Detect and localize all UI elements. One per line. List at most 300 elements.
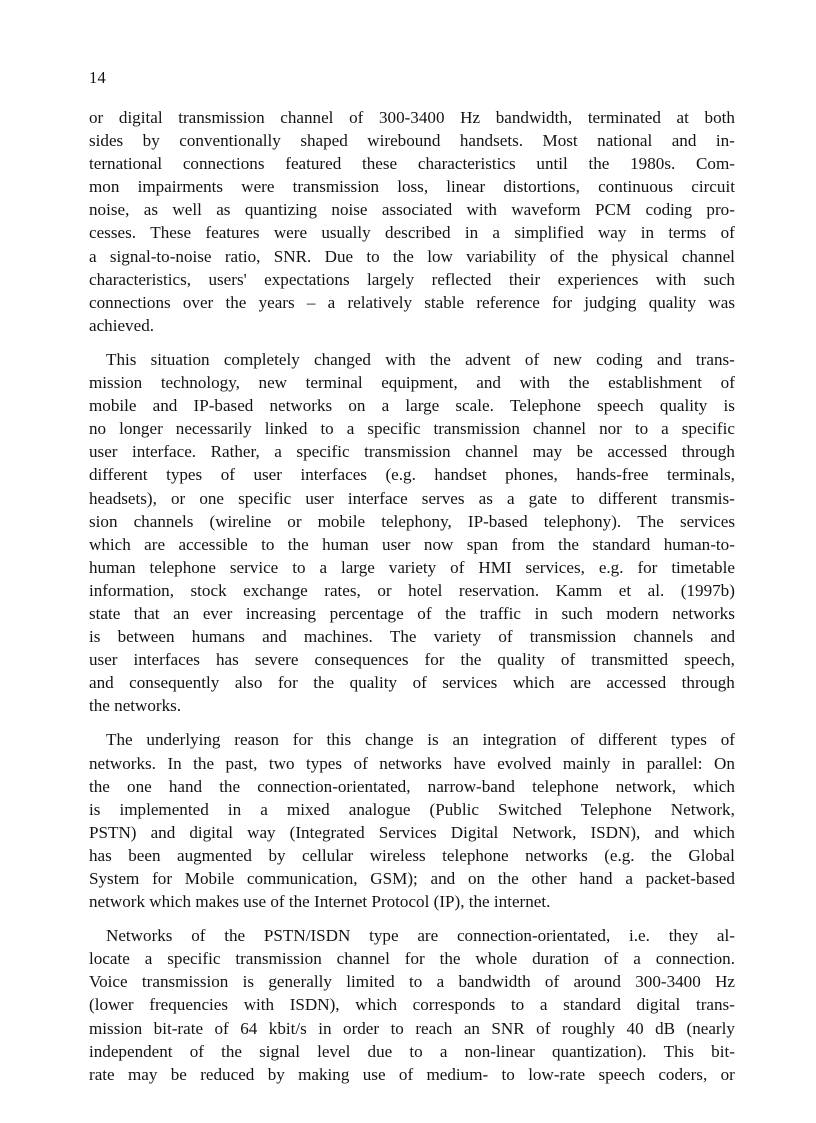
- word: this: [326, 730, 352, 750]
- word: speech: [598, 1064, 645, 1084]
- word: analogue: [348, 799, 411, 819]
- word: the: [287, 534, 309, 554]
- word: On: [714, 753, 735, 773]
- word: new: [258, 373, 288, 393]
- text-line: [89, 152, 735, 175]
- word: the: [193, 753, 215, 773]
- word: large: [405, 396, 440, 416]
- word: standard: [592, 534, 651, 554]
- word: network,: [615, 776, 676, 796]
- word: a: [260, 799, 268, 819]
- word: connection.: [655, 949, 735, 969]
- word: specific: [367, 419, 421, 439]
- word: such: [561, 603, 593, 623]
- word: the: [651, 845, 672, 865]
- word: of: [536, 1018, 551, 1038]
- word: completely: [223, 349, 300, 369]
- word: national: [597, 131, 653, 151]
- word: years: [258, 292, 295, 312]
- paragraph: [89, 728, 735, 913]
- word: bandwidth: [458, 972, 531, 992]
- word: augmented: [176, 845, 252, 865]
- text-line: [89, 291, 735, 314]
- word: Telephone: [580, 799, 652, 819]
- word: information,: [89, 580, 174, 600]
- word: is: [89, 799, 101, 819]
- word: to: [390, 1018, 404, 1038]
- word: between: [117, 627, 175, 647]
- word: of: [570, 730, 585, 750]
- word: other: [531, 869, 567, 888]
- word: pro-: [706, 200, 735, 220]
- word: or: [287, 511, 302, 531]
- word: by: [268, 845, 286, 865]
- word: speech,: [684, 650, 735, 670]
- word: networks: [269, 396, 333, 416]
- word: are: [417, 926, 439, 946]
- word: to: [366, 246, 380, 266]
- text-line: [89, 947, 735, 970]
- word: order: [343, 1018, 380, 1038]
- word: be: [576, 442, 593, 462]
- word: state: [89, 603, 121, 623]
- word: of: [498, 627, 513, 647]
- text-line: [89, 775, 735, 798]
- word: hands-free: [576, 465, 649, 485]
- word: and: [654, 822, 680, 842]
- word: to: [571, 488, 585, 508]
- word: with: [243, 995, 275, 1015]
- word: user: [89, 650, 118, 670]
- word: scale.: [455, 396, 494, 416]
- word: interfaces: [300, 465, 367, 485]
- word: –: [306, 292, 316, 312]
- word: they: [668, 926, 699, 946]
- word: the: [225, 292, 247, 312]
- word: transmission: [529, 627, 617, 647]
- word: reservation.: [458, 580, 540, 600]
- word: Telephone: [510, 396, 581, 416]
- word: transmission: [292, 177, 380, 197]
- word: of: [417, 603, 432, 623]
- word: on: [348, 396, 366, 416]
- word: of: [720, 223, 735, 243]
- word: quantizing: [244, 200, 318, 220]
- word: of: [450, 557, 465, 577]
- word: generally: [268, 972, 332, 992]
- word: reference: [476, 292, 540, 312]
- word: telephone: [442, 845, 509, 865]
- word: in-: [715, 131, 735, 151]
- word: quantization).: [552, 1041, 647, 1061]
- word: described: [385, 223, 451, 243]
- word: transmission: [178, 108, 265, 127]
- word: a: [89, 246, 97, 266]
- word: bit-: [711, 1041, 735, 1061]
- word: terminated: [587, 108, 661, 127]
- word: channel: [681, 246, 735, 266]
- word: Digital: [450, 822, 499, 842]
- word: the: [219, 776, 241, 796]
- word: percentage: [329, 603, 404, 623]
- word: specific: [167, 949, 221, 969]
- word: GSM);: [370, 869, 418, 888]
- word: the: [460, 650, 482, 670]
- word: expectations: [264, 269, 350, 289]
- word: (Integrated: [289, 822, 365, 842]
- word: conventionally: [179, 131, 281, 151]
- word: human: [89, 557, 136, 577]
- word: change: [365, 730, 414, 750]
- word: channels: [133, 511, 194, 531]
- word: telephony).: [543, 511, 622, 531]
- word: connection-orientated,: [257, 776, 411, 796]
- word: consequences: [314, 650, 409, 670]
- word: the: [89, 776, 110, 796]
- word: an: [463, 1018, 480, 1038]
- word: which: [693, 822, 735, 842]
- word: Most: [542, 131, 578, 151]
- word: for: [424, 650, 445, 670]
- word: et: [618, 580, 632, 600]
- word: al.: [647, 580, 665, 600]
- text-line: [89, 1040, 735, 1063]
- word: of: [191, 926, 206, 946]
- paragraph: [89, 924, 735, 1086]
- word: exchange: [243, 580, 308, 600]
- word: the: [497, 869, 519, 888]
- word: coding: [645, 200, 693, 220]
- word: use: [362, 1064, 386, 1084]
- word: and: [430, 869, 456, 888]
- word: of: [549, 246, 564, 266]
- word: wirebound: [367, 131, 441, 151]
- word: digital: [636, 995, 681, 1015]
- text-line: [89, 694, 735, 717]
- text-line: [89, 314, 735, 337]
- text-line: [89, 752, 735, 775]
- word: (1997b): [680, 580, 735, 600]
- word: low: [427, 246, 453, 266]
- word: telephony,: [381, 511, 452, 531]
- word: severe: [254, 650, 299, 670]
- word: the: [558, 534, 579, 554]
- word: parallel:: [646, 753, 703, 773]
- word: In: [167, 753, 182, 773]
- word: (e.g.: [604, 845, 635, 865]
- word: a: [539, 995, 548, 1015]
- word: Mobile: [184, 869, 235, 888]
- word: way: [597, 223, 627, 243]
- word: trans-: [695, 995, 735, 1015]
- word: mission: [89, 373, 143, 393]
- word: speech: [597, 396, 644, 416]
- word: for: [404, 949, 425, 969]
- word: mainly: [562, 753, 611, 773]
- word: (lower: [89, 995, 134, 1015]
- text-line: [89, 175, 735, 198]
- word: the: [588, 154, 610, 174]
- word: and: [150, 822, 176, 842]
- word: in: [318, 1018, 332, 1038]
- word: as: [478, 488, 493, 508]
- word: 64: [240, 1018, 258, 1038]
- text-line: [89, 798, 735, 821]
- word: judging: [584, 292, 637, 312]
- word: Kamm: [555, 580, 603, 600]
- word: the: [221, 1041, 242, 1061]
- word: a: [492, 223, 501, 243]
- word: ternational: [89, 154, 163, 174]
- word: digital: [189, 822, 234, 842]
- word: the: [577, 246, 599, 266]
- word: large: [340, 557, 375, 577]
- word: of: [524, 349, 540, 369]
- text-line: [89, 440, 735, 463]
- text-line: [89, 844, 735, 867]
- word: featured: [285, 154, 342, 174]
- word: a: [274, 442, 282, 462]
- word: was: [708, 292, 735, 312]
- text-line: [89, 487, 735, 510]
- word: Networks: [106, 926, 173, 946]
- word: to: [292, 557, 306, 577]
- word: rate: [89, 1064, 115, 1084]
- word: duration: [532, 949, 590, 969]
- word: Com-: [696, 154, 735, 174]
- word: ratio,: [224, 246, 261, 266]
- word: The: [389, 627, 417, 647]
- word: to: [261, 534, 275, 554]
- word: communication,: [246, 869, 358, 888]
- word: an: [452, 730, 469, 750]
- word: PSTN): [89, 822, 137, 842]
- word: which: [512, 673, 555, 693]
- word: 300-3400: [378, 108, 445, 127]
- word: the networks.: [89, 696, 182, 716]
- word: bandwidth,: [495, 108, 573, 127]
- word: services: [679, 511, 735, 531]
- word: new: [553, 349, 582, 369]
- word: machines.: [303, 627, 373, 647]
- word: characteristics,: [89, 269, 192, 289]
- word: integration: [482, 730, 557, 750]
- word: HMI: [478, 557, 512, 577]
- word: (Public: [429, 799, 479, 819]
- word: roughly: [561, 1018, 616, 1038]
- word: the: [445, 603, 466, 623]
- word: handsets.: [459, 131, 524, 151]
- word: variety: [433, 627, 482, 647]
- word: a: [319, 557, 328, 577]
- word: a: [439, 1041, 448, 1061]
- word: one: [127, 776, 152, 796]
- word: for: [277, 673, 298, 693]
- word: linear: [446, 177, 486, 197]
- word: timetable: [671, 557, 735, 577]
- word: Global: [688, 845, 735, 865]
- word: in: [534, 603, 548, 623]
- word: of: [720, 373, 735, 393]
- word: by: [142, 131, 160, 151]
- word: for: [292, 730, 313, 750]
- text-line: [89, 463, 735, 486]
- word: and: [152, 396, 178, 416]
- word: usually: [321, 223, 371, 243]
- word: handset: [434, 465, 487, 485]
- word: well: [172, 200, 202, 220]
- word: of: [214, 1018, 229, 1038]
- word: underlying: [146, 730, 221, 750]
- word: human-to-: [663, 534, 735, 554]
- word: i.e.: [629, 926, 650, 946]
- word: serves: [421, 488, 465, 508]
- word: a: [633, 949, 641, 969]
- word: narrow-band: [427, 776, 515, 796]
- word: by: [267, 1064, 285, 1084]
- word: for: [552, 292, 573, 312]
- word: Voice: [89, 972, 128, 992]
- word: users': [208, 269, 247, 289]
- word: mon: [89, 177, 120, 197]
- word: that: [133, 603, 160, 623]
- word: of: [220, 465, 235, 485]
- word: a: [625, 869, 633, 888]
- word: networks: [672, 603, 735, 623]
- text-line: [89, 510, 735, 533]
- word: PCM: [595, 200, 632, 220]
- word: their: [508, 269, 541, 289]
- word: e.g.: [598, 557, 624, 577]
- word: over: [182, 292, 214, 312]
- word: independent: [89, 1041, 173, 1061]
- word: types: [166, 465, 203, 485]
- word: on: [467, 869, 486, 888]
- word: are: [144, 534, 166, 554]
- word: of: [189, 1041, 204, 1061]
- word: The: [637, 511, 664, 531]
- word: accessed: [606, 673, 667, 693]
- word: in: [621, 753, 636, 773]
- text-line: [89, 728, 735, 751]
- word: the: [224, 926, 246, 946]
- word: and: [710, 627, 735, 647]
- text-line: [89, 417, 735, 440]
- word: interface.: [132, 442, 197, 462]
- word: nor: [599, 419, 622, 439]
- word: evolved: [497, 753, 552, 773]
- word: Due: [324, 246, 354, 266]
- word: has: [215, 650, 239, 670]
- word: different: [89, 465, 148, 485]
- word: necessarily: [175, 419, 252, 439]
- word: is: [723, 396, 735, 416]
- word: type: [369, 926, 399, 946]
- word: transmission: [364, 442, 451, 462]
- word: may: [127, 1064, 158, 1084]
- word: corresponds: [412, 995, 496, 1015]
- word: and: [262, 627, 287, 647]
- word: a: [327, 292, 336, 312]
- page-number: 14: [89, 68, 106, 87]
- word: variety: [388, 557, 437, 577]
- word: increasing: [245, 603, 317, 623]
- word: due: [367, 1041, 393, 1061]
- word: channel: [532, 419, 587, 439]
- word: physical: [611, 246, 669, 266]
- body-text-column: [89, 106, 735, 1086]
- word: sides: [89, 131, 124, 151]
- word: quality: [497, 650, 545, 670]
- word: quality: [349, 673, 398, 693]
- word: for: [637, 557, 658, 577]
- word: al-: [716, 926, 735, 946]
- word: to: [408, 972, 423, 992]
- word: user: [253, 465, 282, 485]
- word: interfaces: [133, 650, 200, 670]
- word: IP-based: [193, 396, 254, 416]
- word: a: [661, 419, 669, 439]
- word: networks: [379, 753, 442, 773]
- word: implemented: [119, 799, 209, 819]
- word: ISDN),: [590, 822, 641, 842]
- word: frequencies: [149, 995, 229, 1015]
- word: features: [205, 223, 260, 243]
- word: medium-: [426, 1064, 489, 1084]
- word: no: [89, 419, 107, 439]
- word: transmis-: [671, 488, 735, 508]
- word: headsets),: [89, 488, 157, 508]
- word: user: [89, 442, 118, 462]
- word: digital: [118, 108, 163, 127]
- word: continuous: [598, 177, 674, 197]
- word: both: [704, 108, 735, 127]
- word: been: [128, 845, 161, 865]
- word: System: [89, 869, 140, 888]
- word: noise,: [89, 200, 130, 220]
- word: consequently: [129, 673, 220, 693]
- text-line: [89, 221, 735, 244]
- word: dB: [655, 1018, 676, 1038]
- word: or: [720, 1064, 735, 1084]
- word: in: [464, 223, 479, 243]
- word: quality: [659, 396, 708, 416]
- word: through: [681, 442, 735, 462]
- word: or: [170, 488, 186, 508]
- word: telephone: [532, 776, 599, 796]
- word: wireless: [369, 845, 426, 865]
- word: reflected: [431, 269, 492, 289]
- word: service: [229, 557, 279, 577]
- word: characteristics: [417, 154, 516, 174]
- word: telephone: [149, 557, 216, 577]
- word: 1980s.: [630, 154, 676, 174]
- word: traffic: [479, 603, 522, 623]
- text-line: [89, 970, 735, 993]
- word: different: [598, 488, 658, 508]
- word: rates,: [324, 580, 361, 600]
- word: of: [560, 650, 576, 670]
- word: loss,: [397, 177, 429, 197]
- word: with: [655, 269, 687, 289]
- word: ever: [202, 603, 233, 623]
- word: such: [703, 269, 735, 289]
- word: specific: [238, 488, 292, 508]
- word: one: [199, 488, 224, 508]
- word: a: [436, 972, 445, 992]
- word: terms: [668, 223, 707, 243]
- word: variability: [466, 246, 537, 266]
